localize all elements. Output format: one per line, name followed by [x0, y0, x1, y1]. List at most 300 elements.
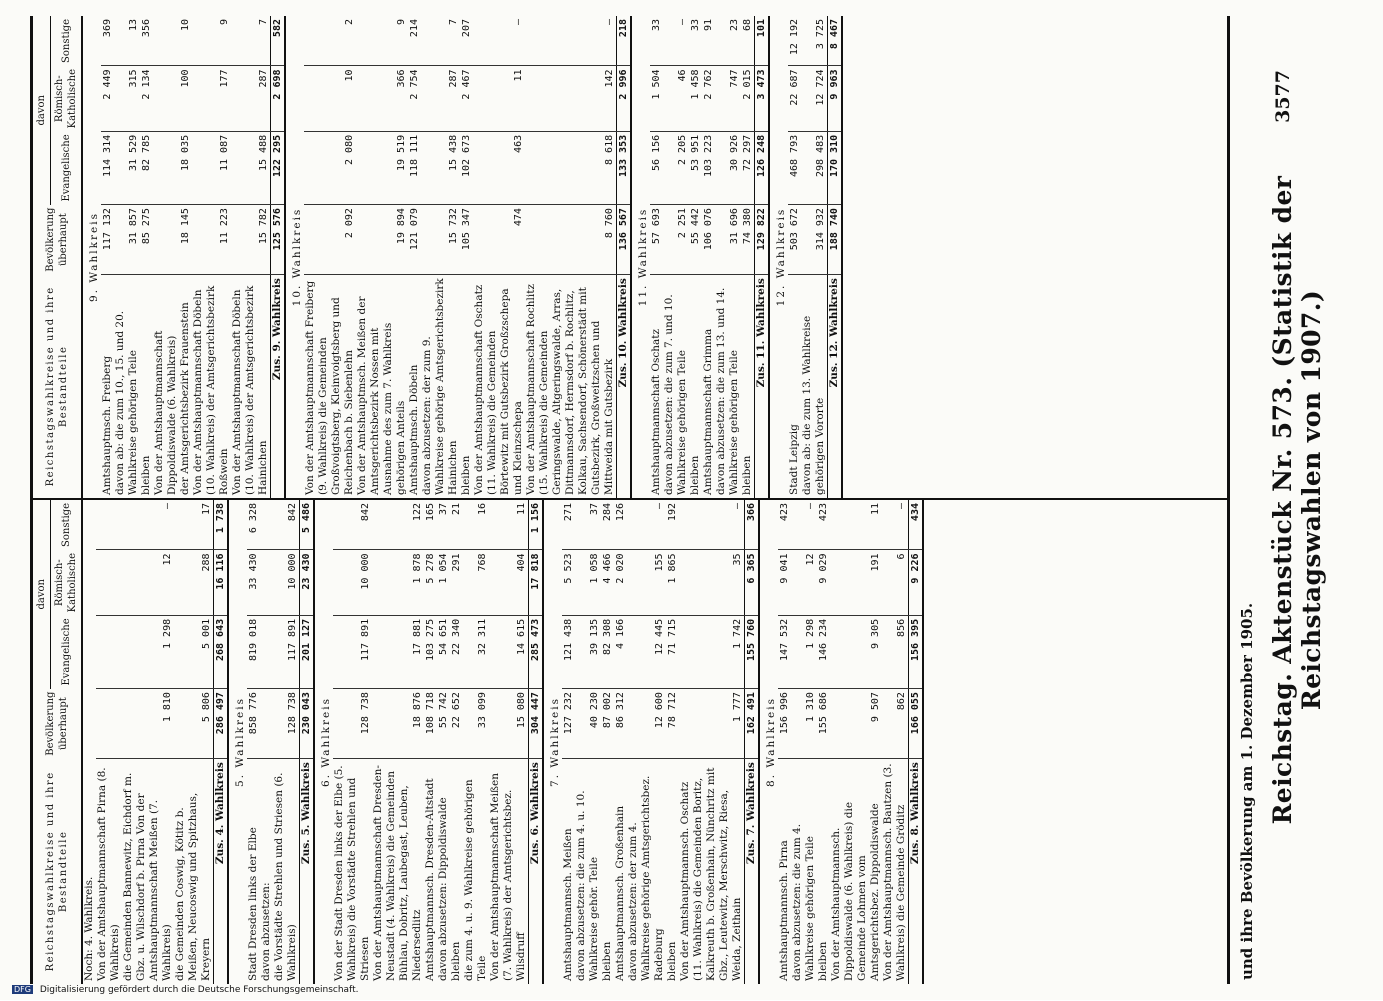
district-heading-row — [314, 500, 333, 984]
col-header-total: Bevölkerung überhaupt — [33, 205, 82, 275]
evangelical-cell: 39 135 — [575, 615, 601, 688]
row-label: davon abzusetzen: Dippoldiswalde — [437, 797, 449, 981]
catholic-cell — [153, 66, 179, 131]
col-header-catholic: Römisch-Katholische — [51, 550, 83, 615]
row-label: davon ab: die zum 10., 15. und 20. Wahlkreise gehörigen Teile — [114, 310, 139, 495]
col-header-catholic: Römisch-Katholische — [51, 66, 83, 131]
row-label: Von der Amtshauptmannschaft Dresden-Neustadt (4. Wahlkreis) die Gemeinden Bühlau, Dobritz, Laubegast, Leuben, Niedersedlitz — [372, 765, 423, 981]
table-row — [489, 500, 529, 984]
row-label: Amtshauptmsch. Döbeln — [408, 364, 420, 495]
total-cell: 108 718 — [424, 689, 437, 759]
catholic-cell: 191 — [830, 550, 882, 615]
other-cell: 284 — [601, 500, 614, 550]
table-row — [153, 16, 179, 498]
other-cell: — — [679, 500, 745, 550]
table-row — [192, 16, 231, 498]
other-cell: 23 — [715, 16, 741, 66]
catholic-cell: 23 430 — [300, 550, 315, 615]
table-row — [614, 500, 627, 984]
district-heading-row — [228, 500, 247, 984]
row-label: davon abzusetzen: die zum 7. und 10. Wahlkreise gehörigen Teile — [663, 294, 688, 495]
row-label: die Gemeinden Bannewitz, Eichdorf m. Gbz. u. Wilschdorf b. Pirna Von der Amtshauptmannschaft Meißen (7. Wahlkreis) — [122, 772, 173, 981]
table-row — [450, 500, 463, 984]
catholic-cell: 2 134 — [140, 66, 153, 131]
table-row — [101, 16, 114, 498]
total-cell: 57 693 — [650, 205, 663, 275]
catholic-cell: 2 996 — [617, 66, 632, 131]
col-header-evangelical: Evangelische — [51, 131, 83, 204]
row-label: Von der Amtshauptmannschaft Döbeln (10. Wahlkreis) der Amtsgerichtsbezirk Hainichen — [231, 285, 269, 495]
right-table — [33, 16, 843, 498]
catholic-cell: 288 — [174, 550, 214, 615]
table-row — [421, 16, 460, 498]
table-row — [666, 500, 679, 984]
catholic-cell: 11 — [473, 66, 525, 131]
total-cell: 78 712 — [666, 689, 679, 759]
evangelical-cell: 1 742 — [679, 615, 745, 688]
evangelical-cell: 468 793 — [788, 131, 801, 204]
total-cell — [96, 689, 122, 759]
table-row — [260, 500, 273, 984]
total-cell: 12 600 — [627, 689, 666, 759]
other-cell: 356 — [140, 16, 153, 66]
table-row — [741, 16, 755, 498]
catholic-cell: 287 — [231, 66, 271, 131]
catholic-cell: 1 865 — [666, 550, 679, 615]
table-row — [114, 16, 140, 498]
total-cell: 125 576 — [271, 205, 286, 275]
total-cell: 18 145 — [179, 205, 192, 275]
other-cell: 10 — [179, 16, 192, 66]
other-cell: 842 — [273, 500, 300, 550]
row-label: 8. Wahlkreis — [765, 697, 777, 787]
evangelical-cell: 170 310 — [828, 131, 843, 204]
page-title: Reichstag. Aktenstück Nr. 573. (Statistik der Reichstagswahlen von 1907.) — [1268, 175, 1326, 825]
total-cell: 5 806 — [174, 689, 214, 759]
evangelical-cell: 114 314 — [101, 131, 114, 204]
col-header-name: Reichstagswahlkreise und ihre Bestandteile — [33, 759, 82, 984]
catholic-cell — [96, 550, 122, 615]
row-label: davon abzusetzen: die zum 4. Wahlkreise gehörigen Teile — [791, 823, 816, 981]
row-label: bleiben — [666, 941, 678, 981]
catholic-cell: 2 762 — [702, 66, 715, 131]
catholic-cell: 10 000 — [273, 550, 300, 615]
other-cell: 1 738 — [214, 500, 229, 550]
evangelical-cell: 103 223 — [702, 131, 715, 204]
total-cell: 15 080 — [489, 689, 529, 759]
row-label: Zus. 11. Wahlkreis — [755, 275, 770, 498]
row-label: Zus. 12. Wahlkreis — [828, 275, 843, 498]
catholic-cell: 287 — [421, 66, 460, 131]
table-row — [424, 500, 437, 984]
total-row — [909, 500, 924, 984]
table-row — [96, 500, 122, 984]
table-row — [179, 16, 192, 498]
evangelical-cell: 2 205 — [663, 131, 689, 204]
row-label: Von der Amtshauptmannsch. Bautzen (3. Wahlkreis) die Gemeinde Gröditz — [882, 763, 907, 981]
table-row — [333, 500, 372, 984]
evangelical-cell: 298 483 — [801, 131, 828, 204]
other-cell: 5 486 — [300, 500, 315, 550]
other-cell: — — [791, 500, 817, 550]
total-cell: 55 442 — [689, 205, 702, 275]
row-label: bleiben — [817, 941, 829, 981]
total-cell: 31 857 — [114, 205, 140, 275]
table-row — [788, 16, 801, 498]
catholic-cell: 1 058 — [575, 550, 601, 615]
total-cell: 117 132 — [101, 205, 114, 275]
catholic-cell: 1 878 — [372, 550, 424, 615]
catholic-cell: 12 724 — [801, 66, 828, 131]
other-cell: 582 — [271, 16, 286, 66]
total-cell: 503 672 — [788, 205, 801, 275]
catholic-cell: 768 — [463, 550, 489, 615]
total-cell: 162 491 — [745, 689, 760, 759]
evangelical-cell: 121 438 — [562, 615, 575, 688]
evangelical-cell: 54 651 — [437, 615, 450, 688]
total-cell: 129 822 — [755, 205, 770, 275]
total-cell: 166 055 — [909, 689, 924, 759]
other-cell: — — [627, 500, 666, 550]
table-row — [247, 500, 260, 984]
other-cell: 423 — [817, 500, 830, 550]
row-label: Amtshauptmannschaft Oschatz — [650, 328, 662, 495]
other-cell: — — [663, 16, 689, 66]
total-row — [617, 16, 632, 498]
row-label: Stadt Dresden links der Elbe — [247, 827, 259, 981]
evangelical-cell: 117 891 — [333, 615, 372, 688]
row-label: bleiben — [601, 941, 613, 981]
other-cell: — — [122, 500, 174, 550]
table-row — [304, 16, 356, 498]
evangelical-cell: 268 643 — [214, 615, 229, 688]
other-cell: 37 — [575, 500, 601, 550]
total-cell: 55 742 — [437, 689, 450, 759]
evangelical-cell: 32 311 — [463, 615, 489, 688]
table-row — [356, 16, 408, 498]
row-label: Amtshauptmannsch. Meißen — [562, 828, 574, 981]
table-row — [817, 500, 830, 984]
row-label: Amtshauptmannsch. Pirna — [778, 840, 790, 981]
row-label: Von der Amtshauptmannschaft Dippoldiswalde (6. Wahlkreis) — [153, 330, 178, 495]
total-cell: 85 275 — [140, 205, 153, 275]
total-cell: 2 251 — [663, 205, 689, 275]
evangelical-cell: 147 532 — [778, 615, 791, 688]
total-row — [300, 500, 315, 984]
catholic-cell: 404 — [489, 550, 529, 615]
row-label: Von der Amtshauptmannschaft Döbeln (10. Wahlkreis) der Amtsgerichtsbezirk Roßwein — [192, 285, 230, 495]
row-label: Von der Stadt Dresden links der Elbe (5. Wahlkreis) die Vorstädte Strehlen und Striesen — [333, 765, 371, 981]
table-row — [562, 500, 575, 984]
other-cell — [260, 500, 273, 550]
other-cell: — — [525, 16, 617, 66]
other-cell: 369 — [101, 16, 114, 66]
evangelical-cell: 15 488 — [231, 131, 271, 204]
row-label: Von der Amtshauptmannschaft Pirna (8. Wahlkreis) — [96, 767, 121, 981]
evangelical-cell: 56 156 — [650, 131, 663, 204]
total-cell: 188 740 — [828, 205, 843, 275]
table-row — [882, 500, 909, 984]
evangelical-cell: 1 298 — [122, 615, 174, 688]
row-label: Zus. 6. Wahlkreis — [529, 759, 544, 984]
catholic-cell: 9 029 — [817, 550, 830, 615]
row-label: bleiben — [450, 941, 462, 981]
other-cell: 366 — [745, 500, 760, 550]
district-heading-row — [82, 16, 101, 498]
evangelical-cell: 12 445 — [627, 615, 666, 688]
col-header-davon: davon — [33, 500, 51, 689]
col-header-evangelical: Evangelische — [51, 615, 83, 688]
table-row — [601, 500, 614, 984]
table-row — [231, 16, 271, 498]
evangelical-cell: 8 618 — [525, 131, 617, 204]
table-row — [140, 16, 153, 498]
total-cell: 74 380 — [741, 205, 755, 275]
evangelical-cell: 117 891 — [273, 615, 300, 688]
catholic-cell: 10 000 — [333, 550, 372, 615]
other-cell: 7 — [231, 16, 271, 66]
row-label: 7. Wahlkreis — [549, 697, 561, 787]
evangelical-cell: 71 715 — [666, 615, 679, 688]
evangelical-cell: 14 615 — [489, 615, 529, 688]
other-cell: 126 — [614, 500, 627, 550]
total-cell: 862 — [882, 689, 909, 759]
table-row — [463, 500, 489, 984]
total-cell: 18 876 — [372, 689, 424, 759]
district-heading-row — [631, 16, 650, 498]
catholic-cell: 9 041 — [778, 550, 791, 615]
other-cell: 11 — [830, 500, 882, 550]
row-label: Amtshauptmsch. Freiberg — [101, 355, 113, 495]
total-cell: 11 223 — [192, 205, 231, 275]
evangelical-cell: 102 673 — [460, 131, 473, 204]
total-cell: 106 076 — [702, 205, 715, 275]
total-cell: 15 782 — [231, 205, 271, 275]
other-cell: 842 — [333, 500, 372, 550]
total-cell — [260, 689, 273, 759]
row-label: bleiben — [140, 455, 152, 495]
total-cell: 1 310 — [791, 689, 817, 759]
catholic-cell: 46 — [663, 66, 689, 131]
catholic-cell: 12 — [122, 550, 174, 615]
row-label: die Vorstädte Strehlen und Striesen (6. Wahlkreis) — [273, 772, 298, 981]
evangelical-cell: 22 340 — [450, 615, 463, 688]
evangelical-cell: 118 111 — [408, 131, 421, 204]
total-cell: 127 232 — [562, 689, 575, 759]
total-row — [745, 500, 760, 984]
row-label: Zus. 7. Wahlkreis — [745, 759, 760, 984]
total-cell: 2 092 — [304, 205, 356, 275]
other-cell: 6 328 — [247, 500, 260, 550]
total-cell: 40 230 — [575, 689, 601, 759]
right-table-block — [30, 16, 1230, 500]
total-row — [271, 16, 286, 498]
row-label: 6. Wahlkreis — [320, 697, 332, 787]
total-cell: 858 776 — [247, 689, 260, 759]
row-label: 10. Wahlkreis — [291, 207, 303, 307]
row-label: davon ab: die zum 13. Wahlkreise gehörigen Vororte — [801, 315, 826, 495]
catholic-cell: 22 687 — [788, 66, 801, 131]
table-row — [575, 500, 601, 984]
table-row — [174, 500, 214, 984]
row-label: die zum 4. u. 9. Wahlkreise gehörigen Teile — [463, 779, 488, 981]
row-label: der Amtsgerichtsbezirk Frauenstein — [179, 302, 191, 495]
table-row — [778, 500, 791, 984]
evangelical-cell: 103 275 — [424, 615, 437, 688]
total-cell: 33 099 — [463, 689, 489, 759]
catholic-cell: 1 504 — [650, 66, 663, 131]
row-label: Zus. 4. Wahlkreis — [214, 759, 229, 984]
total-cell: 304 447 — [529, 689, 544, 759]
catholic-cell: 2 020 — [614, 550, 627, 615]
right-table-body — [82, 16, 842, 498]
total-cell: 87 002 — [601, 689, 614, 759]
row-label: Zus. 9. Wahlkreis — [271, 275, 286, 498]
total-cell: 121 079 — [408, 205, 421, 275]
catholic-cell: 315 — [114, 66, 140, 131]
row-label: Von der Amtshauptmsch. Meißen der Amtsgerichtsbezirk Nossen mit Ausnahme des zum 7. Wahlkreis gehörigen Anteils — [356, 296, 407, 495]
other-cell — [153, 16, 179, 66]
evangelical-cell: 126 248 — [755, 131, 770, 204]
tables-area — [30, 16, 1230, 984]
row-label: Stadt Leipzig — [788, 424, 800, 495]
row-label: Noch: 4. Wahlkreis. — [83, 876, 95, 981]
catholic-cell: 747 — [715, 66, 741, 131]
other-cell: 33 — [689, 16, 702, 66]
col-header-davon: davon — [33, 16, 51, 205]
evangelical-cell: 4 166 — [614, 615, 627, 688]
table-row — [627, 500, 666, 984]
other-cell: 33 — [650, 16, 663, 66]
page-subtitle: und ihre Bevölkerung am 1. Dezember 1905. — [1238, 602, 1256, 980]
evangelical-cell: 11 087 — [192, 131, 231, 204]
table-row — [525, 16, 617, 498]
table-row — [830, 500, 882, 984]
dfg-logo: DFG — [14, 985, 31, 994]
row-label: Zus. 5. Wahlkreis — [300, 759, 315, 984]
row-label: die Gemeinden Coswig, Kötitz b. Meißen, Neucoswig und Spitzhaus, Kreyern — [174, 792, 212, 981]
row-label: 5. Wahlkreis — [234, 697, 246, 787]
digitization-credit — [12, 985, 912, 1001]
evangelical-cell: 133 353 — [617, 131, 632, 204]
left-table-block — [30, 500, 1230, 984]
row-label: Zus. 10. Wahlkreis — [617, 275, 632, 498]
other-cell: 11 — [489, 500, 529, 550]
evangelical-cell: 156 395 — [909, 615, 924, 688]
evangelical-cell — [260, 615, 273, 688]
row-label: Von der Amtshauptmannsch. Oschatz (11. Wahlkreis) die Gemeinden Boritz, Kalkreuth b. Großenhain, Nünchritz mit Gbz., Leutewitz, Merschwitz, Riesa, Weida, Zeithain — [679, 767, 743, 981]
table-row — [702, 16, 715, 498]
total-cell: 230 043 — [300, 689, 315, 759]
row-label: Von der Amtshauptmannsch. Dippoldiswalde (6. Wahlkreis) die Gemeinde Lohmen vom Amtsgerichtsbez. Dippoldiswalde — [830, 801, 881, 981]
catholic-cell: 142 — [525, 66, 617, 131]
total-cell — [153, 205, 179, 275]
evangelical-cell: 856 — [882, 615, 909, 688]
catholic-cell: 2 449 — [101, 66, 114, 131]
catholic-cell: 2 467 — [460, 66, 473, 131]
district-heading-row — [759, 500, 778, 984]
catholic-cell: 6 365 — [745, 550, 760, 615]
other-cell: 423 — [778, 500, 791, 550]
total-cell: 8 760 — [525, 205, 617, 275]
row-label: bleiben — [460, 455, 472, 495]
evangelical-cell — [96, 615, 122, 688]
table-row — [473, 16, 525, 498]
table-row — [437, 500, 450, 984]
other-cell: 68 — [741, 16, 755, 66]
left-table — [33, 500, 924, 984]
catholic-cell: 366 — [356, 66, 408, 131]
total-cell: 128 738 — [273, 689, 300, 759]
table-row — [372, 500, 424, 984]
other-cell: 434 — [909, 500, 924, 550]
catholic-cell — [260, 550, 273, 615]
other-cell: 37 — [437, 500, 450, 550]
row-label: 11. Wahlkreis — [637, 207, 649, 307]
catholic-cell: 4 466 — [601, 550, 614, 615]
evangelical-cell: 72 297 — [741, 131, 755, 204]
row-label: davon abzusetzen: die zum 4. u. 10. Wahlkreise gehör. Teile — [575, 790, 600, 981]
other-cell: — — [473, 16, 525, 66]
row-label: Amtshauptmannschaft Grimma — [702, 328, 714, 495]
catholic-cell: 3 473 — [755, 66, 770, 131]
total-cell: 136 567 — [617, 205, 632, 275]
district-heading-row — [543, 500, 562, 984]
catholic-cell: 17 818 — [529, 550, 544, 615]
total-cell: 31 696 — [715, 205, 741, 275]
row-label: Von der Amtshauptmannschaft Rochlitz (15. Wahlkreis) die Gemeinden Geringswalde, Altgeringswalde, Arras, Dittmannsdorf, Hermsdorf b. Rochlitz, Kolkau, Sachsendorf, Schönerstädt mit Gutsbezirk, Großweitzschen und Mittweida mit Gutsbezirk — [525, 283, 615, 495]
evangelical-cell: 155 760 — [745, 615, 760, 688]
other-cell: 7 — [421, 16, 460, 66]
other-cell: 9 — [192, 16, 231, 66]
catholic-cell: 155 — [627, 550, 666, 615]
evangelical-cell: 30 926 — [715, 131, 741, 204]
row-label: Zus. 8. Wahlkreis — [909, 759, 924, 984]
evangelical-cell: 19 519 — [356, 131, 408, 204]
col-header-total: Bevölkerung überhaupt — [33, 689, 82, 759]
other-cell: 8 467 — [828, 16, 843, 66]
row-label: Von der Amtshauptmannschaft Meißen (7. Wahlkreis) der Amtsgerichtsbez. Wilsdruff — [489, 773, 527, 981]
catholic-cell: 33 430 — [247, 550, 260, 615]
table-row — [679, 500, 745, 984]
evangelical-cell: 463 — [473, 131, 525, 204]
page-header — [1268, 0, 1326, 1000]
total-cell: 1 810 — [122, 689, 174, 759]
total-cell: 22 652 — [450, 689, 463, 759]
row-label: davon abzusetzen: — [260, 882, 272, 981]
catholic-cell: 16 116 — [214, 550, 229, 615]
table-row — [460, 16, 473, 498]
total-cell: 155 686 — [817, 689, 830, 759]
total-cell: 128 738 — [333, 689, 372, 759]
table-row — [408, 16, 421, 498]
table-row — [650, 16, 663, 498]
other-cell: 1 156 — [529, 500, 544, 550]
other-cell: 17 — [174, 500, 214, 550]
catholic-cell: 6 — [882, 550, 909, 615]
other-cell: 122 — [372, 500, 424, 550]
other-cell: 13 — [114, 16, 140, 66]
total-cell: 105 347 — [460, 205, 473, 275]
catholic-cell: 291 — [450, 550, 463, 615]
row-label: 12. Wahlkreis — [775, 207, 787, 307]
catholic-cell: 1 054 — [437, 550, 450, 615]
evangelical-cell: 82 785 — [140, 131, 153, 204]
catholic-cell: 5 278 — [424, 550, 437, 615]
catholic-cell: 1 458 — [689, 66, 702, 131]
table-row — [689, 16, 702, 498]
row-label: Amtshauptmannsch. Dresden-Altstadt — [424, 778, 436, 981]
